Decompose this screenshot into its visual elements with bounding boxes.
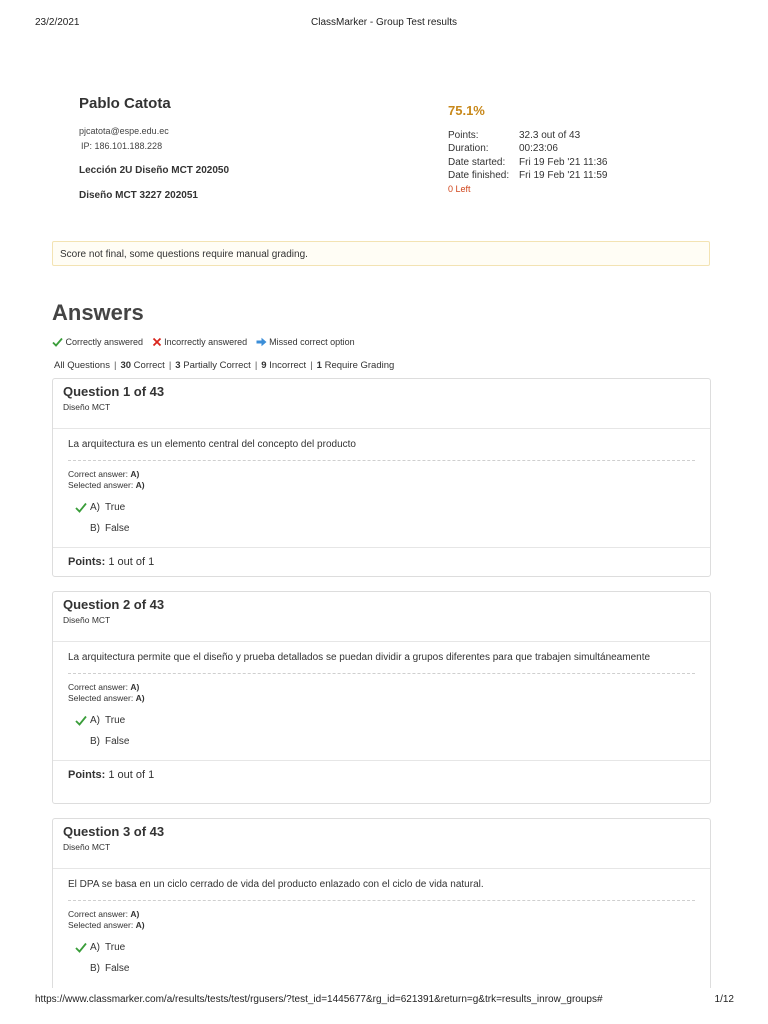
print-header — [0, 17, 768, 31]
selected-answer-label: Selected answer: — [68, 693, 134, 703]
selected-answer-line — [68, 920, 695, 931]
question-body — [53, 869, 710, 987]
filter-label: Correct — [133, 360, 165, 371]
correct-answer-line — [68, 682, 695, 693]
correct-answer-value: A) — [130, 909, 140, 919]
filter-count: 3 — [175, 360, 181, 371]
time-left: 0 Left — [448, 184, 471, 195]
question-header — [53, 819, 710, 869]
option-label: B) — [90, 736, 100, 747]
question-title: Question 3 of 43 — [63, 824, 165, 839]
option-a — [75, 937, 695, 958]
question-card-3 — [52, 818, 711, 988]
question-category: Diseño MCT — [63, 615, 111, 625]
option-label: A) — [90, 502, 100, 513]
filter-count: 1 — [316, 360, 322, 371]
question-category: Diseño MCT — [63, 402, 111, 412]
filter-separator: | — [310, 360, 313, 371]
selected-answer-value: A) — [135, 480, 145, 490]
question-body — [53, 642, 710, 760]
grading-notice: Score not final, some questions require manual grading. — [52, 241, 710, 266]
filter-all[interactable]: All Questions — [54, 360, 110, 371]
option-text: False — [105, 523, 130, 534]
filter-require-grading[interactable] — [317, 360, 395, 371]
correct-answer-label: Correct answer: — [68, 682, 128, 692]
points-value: 1 out of 1 — [108, 556, 155, 568]
points-label: Points: — [68, 769, 106, 781]
answer-summary — [68, 674, 695, 704]
filter-separator: | — [113, 360, 117, 371]
points-label: Points: — [68, 556, 106, 568]
legend-missed — [256, 335, 355, 349]
answer-options — [68, 704, 695, 760]
option-text: False — [105, 963, 130, 974]
option-text: True — [105, 502, 126, 513]
arrow-right-icon — [256, 337, 267, 347]
option-text: False — [105, 736, 130, 747]
stat-value: Fri 19 Feb '21 11:36 — [519, 156, 608, 168]
correct-answer-value: A) — [130, 469, 140, 479]
filter-partial[interactable] — [175, 360, 251, 371]
score-percent: 75.1% — [448, 103, 485, 118]
stat-label: Duration: — [448, 143, 489, 155]
stat-date-finished — [448, 169, 668, 182]
answer-options — [68, 491, 695, 547]
correct-answer-label: Correct answer: — [68, 469, 128, 479]
legend-correct-label: Correctly answered — [65, 337, 144, 347]
option-b — [75, 958, 695, 979]
question-card-2 — [52, 591, 711, 804]
check-icon — [75, 502, 87, 513]
correct-answer-line — [68, 909, 695, 920]
taker-name: Pablo Catota — [79, 95, 171, 112]
question-text: El DPA se basa en un ciclo cerrado de vida del producto enlazado con el ciclo de vida natural. — [68, 869, 695, 901]
legend-missed-label: Missed correct option — [269, 337, 355, 347]
answer-legend — [52, 335, 361, 349]
stat-value: 32.3 out of 43 — [519, 130, 581, 141]
stat-label: Date started: — [448, 156, 506, 168]
selected-answer-line — [68, 693, 695, 704]
stat-points — [448, 129, 668, 142]
option-text: True — [105, 715, 126, 726]
question-points — [53, 547, 710, 576]
test-name: Diseño MCT 3227 202051 — [79, 190, 198, 201]
question-body — [53, 429, 710, 547]
print-title: ClassMarker - Group Test results — [311, 17, 457, 28]
selected-answer-label: Selected answer: — [68, 920, 134, 930]
filter-count: 30 — [120, 360, 132, 371]
print-date: 23/2/2021 — [35, 17, 80, 28]
stat-date-started — [448, 156, 668, 169]
option-label: A) — [90, 715, 100, 726]
answer-options — [68, 931, 695, 987]
answers-heading: Answers — [52, 300, 144, 325]
answer-summary — [68, 901, 695, 931]
legend-incorrect — [152, 335, 248, 349]
print-footer — [0, 994, 768, 1008]
selected-answer-value: A) — [135, 920, 145, 930]
question-header — [53, 379, 710, 429]
stat-label: Points: — [448, 130, 479, 141]
option-label: A) — [90, 942, 100, 953]
question-header — [53, 592, 710, 642]
taker-profile — [79, 95, 419, 202]
option-a — [75, 497, 695, 518]
taker-email: pjcatota@espe.edu.ec — [79, 126, 169, 136]
filter-separator: | — [254, 360, 258, 371]
correct-answer-label: Correct answer: — [68, 909, 128, 919]
filter-incorrect[interactable] — [261, 360, 306, 371]
page-number: 1/12 — [714, 994, 734, 1005]
selected-answer-value: A) — [135, 693, 145, 703]
question-title: Question 1 of 43 — [63, 384, 165, 399]
check-icon — [75, 942, 87, 953]
taker-ip: IP: 186.101.188.228 — [81, 141, 163, 151]
score-stats — [448, 129, 668, 182]
question-card-1 — [52, 378, 711, 577]
legend-correct — [52, 335, 143, 349]
option-label: B) — [90, 523, 100, 534]
question-filters — [54, 360, 394, 372]
option-a — [75, 710, 695, 731]
selected-answer-label: Selected answer: — [68, 480, 134, 490]
stat-label: Date finished: — [448, 169, 510, 181]
filter-label: Partially Correct — [183, 360, 251, 371]
check-icon — [75, 715, 87, 726]
score-panel — [448, 103, 668, 195]
filter-label: Require Grading — [324, 360, 395, 371]
option-label: B) — [90, 963, 100, 974]
page-url: https://www.classmarker.com/a/results/tests/test/rgusers/?test_id=1445677&rg_id=621391&return=g&trk=results_inrow_groups# — [35, 994, 603, 1005]
filter-count: 9 — [261, 360, 267, 371]
points-value: 1 out of 1 — [108, 769, 155, 781]
filter-separator: | — [168, 360, 172, 371]
stat-value: Fri 19 Feb '21 11:59 — [519, 169, 608, 181]
question-text: La arquitectura permite que el diseño y prueba detallados se puedan dividir a grupos diferentes para que trabajen simultáneamente — [68, 642, 695, 674]
check-icon — [52, 337, 63, 347]
stat-duration — [448, 142, 668, 155]
filter-correct[interactable] — [120, 360, 164, 371]
question-points — [53, 760, 710, 789]
group-name: Lección 2U Diseño MCT 202050 — [79, 165, 230, 176]
answer-summary — [68, 461, 695, 491]
option-b — [75, 518, 695, 539]
stat-value: 00:23:06 — [519, 143, 558, 155]
option-text: True — [105, 942, 126, 953]
question-title: Question 2 of 43 — [63, 597, 165, 612]
question-category: Diseño MCT — [63, 842, 111, 852]
filter-label: Incorrect — [269, 360, 307, 371]
correct-answer-value: A) — [130, 682, 140, 692]
selected-answer-line — [68, 480, 695, 491]
correct-answer-line — [68, 469, 695, 480]
question-text: La arquitectura es un elemento central del concepto del producto — [68, 429, 695, 461]
option-b — [75, 731, 695, 752]
legend-incorrect-label: Incorrectly answered — [164, 337, 248, 347]
x-icon — [152, 337, 162, 347]
